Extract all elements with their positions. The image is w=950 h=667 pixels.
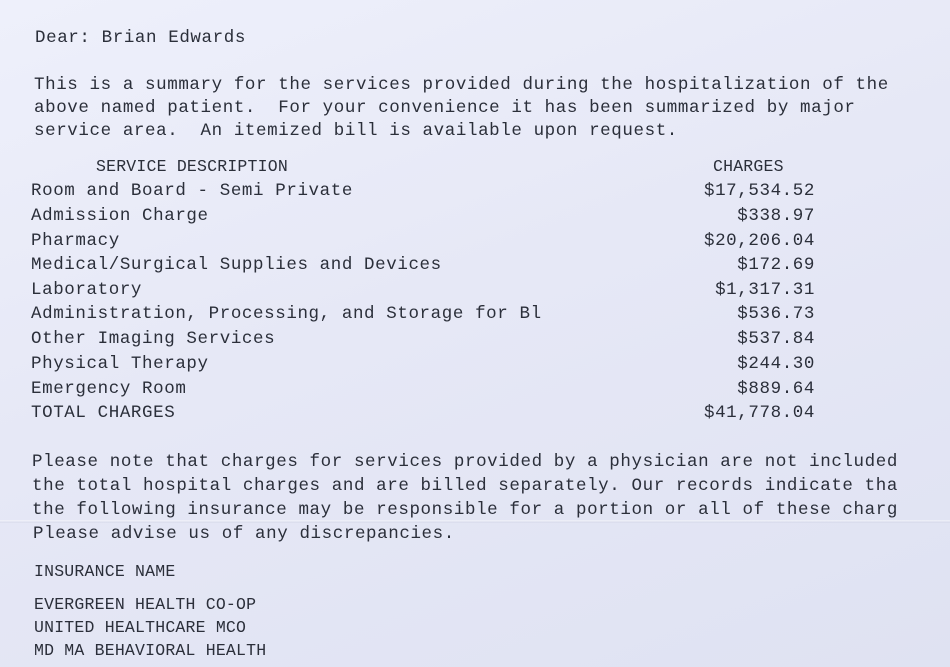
row-charge: $1,317.31 [715,280,815,300]
table-row [0,278,950,302]
row-description: Physical Therapy [31,354,209,374]
row-description: Emergency Room [31,379,187,399]
note-line-1: Please note that charges for services provided by a physician are not included [32,452,898,472]
row-charge: $536.73 [737,304,815,324]
header-service-description: SERVICE DESCRIPTION [96,157,288,176]
intro-line-3: service area. An itemized bill is available upon request. [34,121,678,141]
row-charge: $172.69 [737,255,815,275]
row-charge: $338.97 [737,206,815,226]
table-row [0,352,950,376]
insurance-name-3: MD MA BEHAVIORAL HEALTH [34,641,267,660]
total-label: TOTAL CHARGES [31,403,176,423]
row-charge: $537.84 [737,329,815,349]
row-charge: $244.30 [737,354,815,374]
table-row [0,253,950,277]
intro-line-2: above named patient. For your convenience it has been summarized by major [34,98,856,118]
row-description: Admission Charge [31,206,209,226]
salutation: Dear: Brian Edwards [35,28,246,48]
row-description: Pharmacy [31,231,120,251]
table-row [0,179,950,203]
insurance-name-2: UNITED HEALTHCARE MCO [34,618,247,637]
row-charge: $20,206.04 [703,231,815,251]
row-charge: $889.64 [737,379,815,399]
total-charge: $41,778.04 [703,403,815,423]
table-row [0,204,950,228]
table-row [0,229,950,253]
row-description: Room and Board - Semi Private [31,181,353,201]
row-description: Administration, Processing, and Storage for Bl [31,304,542,324]
header-charges: CHARGES [713,157,784,176]
note-line-4: Please advise us of any discrepancies. [33,524,455,544]
insurance-name-1: EVERGREEN HEALTH CO-OP [34,595,257,614]
table-row [0,302,950,326]
insurance-header: INSURANCE NAME [34,562,176,581]
row-charge: $17,534.52 [703,181,815,201]
row-description: Laboratory [31,280,143,300]
row-description: Other Imaging Services [31,329,276,349]
intro-line-1: This is a summary for the services provided during the hospitalization of the [34,75,889,95]
total-row [0,401,950,425]
row-description: Medical/Surgical Supplies and Devices [31,255,442,275]
note-line-3: the following insurance may be responsible for a portion or all of these charg [32,500,898,520]
note-line-2: the total hospital charges and are billed separately. Our records indicate tha [32,476,898,496]
table-row [0,327,950,351]
table-row [0,377,950,401]
